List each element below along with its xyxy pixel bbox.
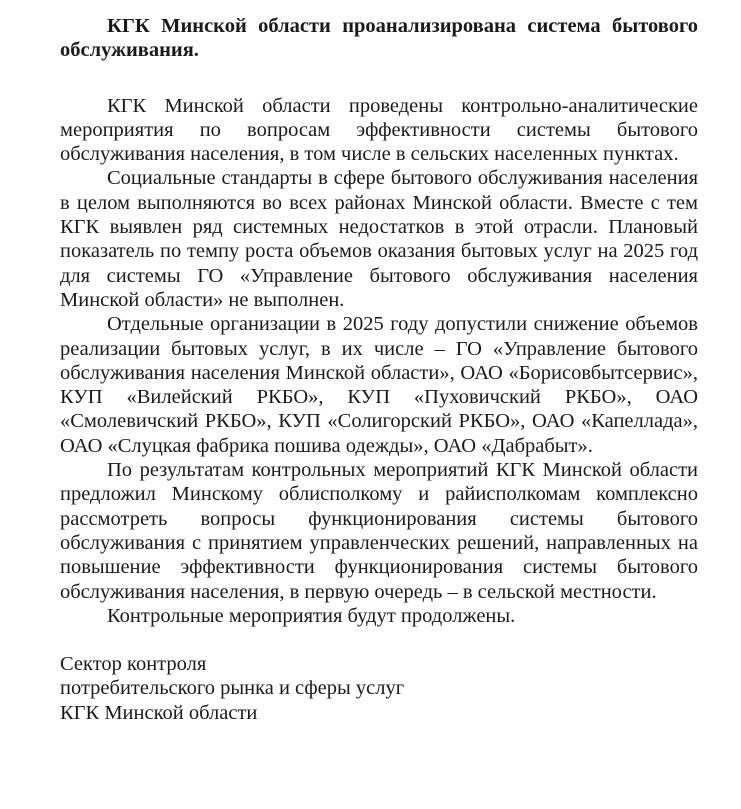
signature-line-3: КГК Минской области [60,701,258,724]
paragraph-1: КГК Минской области проведены контрольно-аналитические мероприятия по вопросам эффективности системы бытового обслуживания населения, в том числе в сельских населенных пунктах. [60,94,698,166]
paragraph-5: Контрольные мероприятия будут продолжены. [107,604,516,627]
signature-line-1: Сектор контроля [60,653,207,676]
paragraph-3: Отдельные организации в 2025 году допустили снижение объемов реализации бытовых услуг, в их числе – ГО «Управление бытового обслуживания населения Минской области», ОАО «Борисовбытсервис», КУП «Вилейский РКБО», КУП «Пуховичский РКБО», ОАО «Смолевичский РКБО», КУП «Солигорский РКБО», ОАО «Капеллада», ОАО «Слуцкая фабрика пошива одежды», ОАО «Дабрабыт». [60,313,698,457]
document-page [60,14,698,725]
signature-block [60,652,698,725]
signature-line-2: потребительского рынка и сферы услуг [60,677,405,700]
document-title: КГК Минской области проанализирована система бытового обслуживания. [60,15,698,62]
spacer [60,63,698,94]
paragraph-2: Социальные стандарты в сфере бытового обслуживания населения в целом выполняются во всех районах Минской области. Вместе с тем КГК выявлен ряд системных недостатков в этой отрасли. Плановый показатель по темпу роста объемов оказания бытовых услуг на 2025 год для системы ГО «Управление бытового обслуживания населения Минской области» не выполнен. [60,167,698,311]
paragraph-4: По результатам контрольных мероприятий КГК Минской области предложил Минскому облисполкому и райисполкомам комплексно рассмотреть вопросы функционирования системы бытового обслуживания с принятием управленческих решений, направленных на повышение эффективности функционирования системы бытового обслуживания населения, в первую очередь – в сельской местности. [60,459,698,603]
